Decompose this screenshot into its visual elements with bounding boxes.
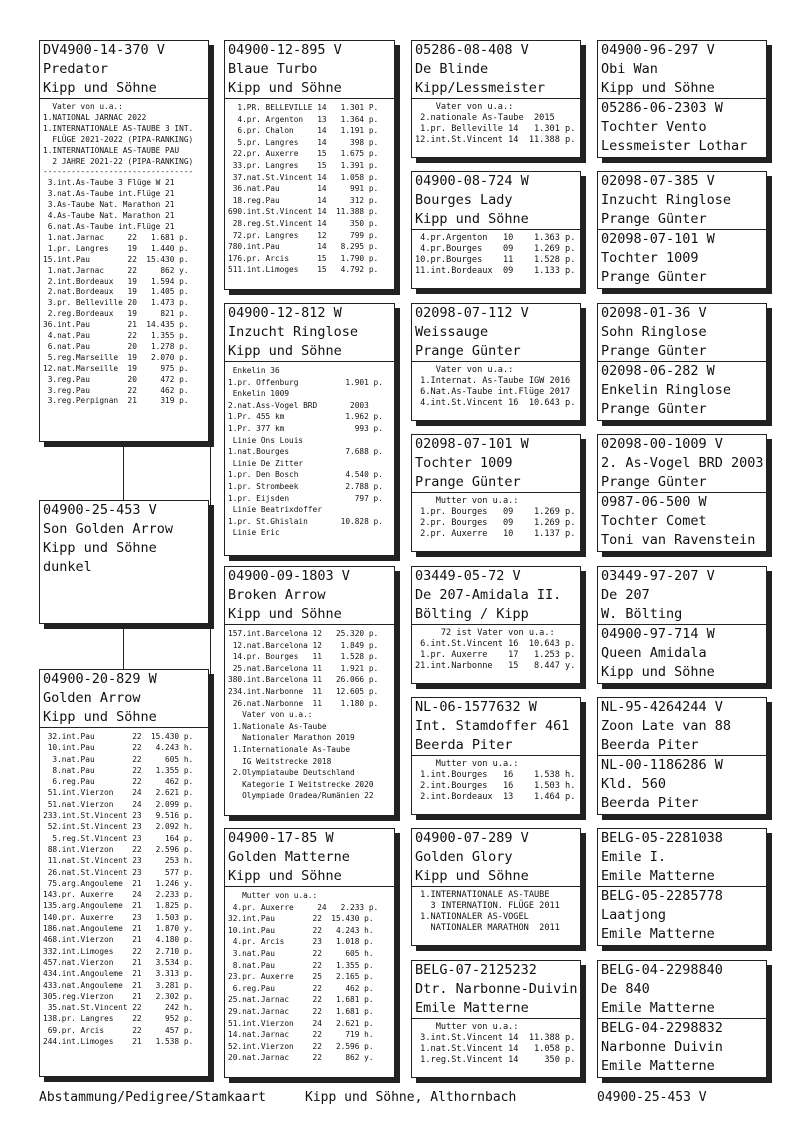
pigeon-name: Weissauge — [415, 324, 489, 340]
ring-number: NL-95-4264244 V — [601, 699, 723, 715]
breeder-name: Kipp und Söhne — [598, 79, 766, 99]
ring-number: 04900-96-297 V — [601, 42, 715, 58]
performance-record: 72 ist Vater von u.a.: 6.int.St.Vincent 16 10.643 p. 1.pr. Auxerre 17 1.253 p. 21.int.Narbonne 15 8.447 y. — [415, 628, 576, 672]
breeder-name: Kipp und Söhne — [43, 540, 157, 556]
pigeon-name: De 207-Amidala II. — [415, 587, 562, 603]
pigeon-name: Int. Stamdoffer 461 — [415, 718, 570, 734]
breeder-name: Prange Günter — [598, 210, 766, 230]
pigeon-name: Son Golden Arrow — [43, 521, 174, 537]
pedigree-card — [411, 303, 581, 421]
ring-number: 02098-07-112 V — [415, 305, 529, 321]
performance-record: Vater von u.a.: 2.nationale As-Taube 2015 1.pr. Belleville 14 1.301 p. 12.int.St.Vincent 14 11.388 p. — [415, 102, 576, 146]
pedigree-card — [224, 303, 395, 556]
breeder-name: Prange Günter — [598, 342, 766, 362]
pigeon-name: Tochter Comet — [601, 513, 707, 529]
breeder-name: Toni van Ravenstein — [601, 532, 756, 548]
performance-record: Mutter von u.a.: 3.int.St.Vincent 14 11.388 p. 1.nat.St.Vincent 14 1.058 p. 1.reg.St.Vincent 14 350 p. — [420, 1022, 576, 1066]
pigeon-name: Golden Arrow — [43, 690, 141, 706]
breeder-name: Kipp und Söhne — [412, 210, 580, 230]
ring-number: BELG-05-2285778 — [601, 888, 723, 904]
pedigree-card — [39, 669, 209, 1077]
breeder-name: Beerda Piter — [601, 795, 699, 811]
ring-number: 02098-07-385 V — [601, 173, 715, 189]
pigeon-name: Dtr. Narbonne-Duivin — [415, 981, 578, 997]
ring-number: 04900-12-895 V — [228, 42, 342, 58]
ring-number: 03449-97-207 V — [601, 568, 715, 584]
pigeon-name: Enkelin Ringlose — [601, 382, 732, 398]
pedigree-card — [224, 40, 395, 290]
performance-record: Vater von u.a.: 1.NATIONAL JARNAC 2022 1.INTERNATIONALE AS-TAUBE 3 INT. FLÜGE 2021-2022 (PIPA-RANKING) 1.INTERNATIONALE AS-TAUBE PAU 2 JAHRE 2021-22 (PIPA-RANKING) -------------------------------- 3.int.As-Taube 3 Flüge W 21 3.nat.As-Taube int.Flüge 21 3.As-Taube Nat. Marathon 21 4.As-Taube Nat. Marathon 21 6.nat.As-Taube int.Flüge 21 1.nat.Jarnac 22 1.681 p. 1.pr. Langres 19 1.440 p. 15.int.Pau 22 15.430 p. 1.nat.Jarnac 22 862 y. 2.int.Bordeaux 19 1.594 p. 2.nat.Bordeaux 19 1.405 p. 3.pr. Belleville 20 1.473 p. 2.reg.Bordeaux 19 821 p. 36.int.Pau 21 14.435 p. 4.nat.Pau 22 1.355 p. 6.nat.Pau 20 1.278 p. 5.reg.Marseille 19 2.070 p. 12.nat.Marseille 19 975 p. 3.reg.Pau 20 472 p. 3.reg.Pau 22 462 p. 3.reg.Perpignan 21 319 p. — [43, 102, 194, 406]
pedigree-pair-card — [597, 566, 767, 684]
ring-number: 04900-20-829 W — [43, 671, 157, 687]
breeder-name: Kipp und Söhne — [225, 867, 394, 887]
pedigree-card-subject — [39, 500, 209, 624]
performance-record: Mutter von u.a.: 1.pr. Bourges 09 1.269 p. 2.pr. Bourges 09 1.269 p. 2.pr. Auxerre 10 1.137 p. — [420, 496, 576, 540]
ring-number: 02098-01-36 V — [601, 305, 707, 321]
breeder-name: Emile Matterne — [598, 999, 766, 1019]
pigeon-name: 2. As-Vogel BRD 2003 — [601, 455, 764, 471]
pigeon-name: Tochter Vento — [601, 119, 707, 135]
ring-number: 04900-25-453 V — [43, 502, 157, 518]
pedigree-pair-card — [597, 171, 767, 289]
performance-record: Mutter von u.a.: 1.int.Bourges 16 1.538 h. 2.int.Bourges 16 1.503 h. 2.int.Bordeaux 13 1.464 p. — [420, 759, 576, 803]
pedigree-card — [224, 828, 395, 1078]
breeder-name: W. Bölting — [598, 605, 766, 625]
pigeon-name: Inzucht Ringlose — [228, 324, 359, 340]
pedigree-connector — [123, 624, 124, 669]
ring-number: 04900-12-812 W — [228, 305, 342, 321]
pedigree-card — [411, 566, 581, 684]
pedigree-card — [39, 40, 209, 442]
ring-number: NL-00-1186286 W — [601, 757, 723, 773]
ring-number: 04900-09-1803 V — [228, 568, 350, 584]
breeder-name: Prange Günter — [412, 342, 580, 362]
pigeon-name: De Blinde — [415, 61, 489, 77]
pigeon-name: Golden Glory — [415, 849, 513, 865]
pigeon-name: Bourges Lady — [415, 192, 513, 208]
breeder-name: Kipp und Söhne — [225, 342, 394, 362]
performance-record: Enkelin 36 1.pr. Offenburg 1.901 p. Enkelin 1009 2.nat.Ass-Vogel BRD 2003 1.Pr. 455 km 1.962 p. 1.Pr. 377 km 993 p. Linie Ons Louis 1.nat.Bourges 7.688 p. Linie De Zitter 1.pr. Den Bosch 4.540 p. 1.pr. Strombeek 2.788 p. 1.pr. Eijsden 797 p. Linie Beatrixdoffer 1.pr. St.Ghislain 10.828 p. Linie Eric — [228, 366, 383, 538]
pedigree-pair-card — [597, 960, 767, 1078]
pigeon-name: Queen Amidala — [601, 645, 707, 661]
ring-number: NL-06-1577632 W — [415, 699, 537, 715]
breeder-name: Emile Matterne — [601, 926, 715, 942]
footer-ring-number: 04900-25-453 V — [597, 1090, 707, 1105]
breeder-name: Beerda Piter — [412, 736, 580, 756]
breeder-name: Prange Günter — [598, 473, 766, 493]
pigeon-name: Tochter 1009 — [415, 455, 513, 471]
pigeon-name: Sohn Ringlose — [601, 324, 707, 340]
performance-record: 4.pr.Argenton 10 1.363 p. 4.pr.Bourges 09 1.269 p. 10.pr.Bourges 11 1.528 p. 11.int.Bordeaux 09 1.133 p. — [415, 233, 576, 277]
ring-number: 04900-97-714 W — [601, 626, 715, 642]
breeder-name: Kipp/Lessmeister — [412, 79, 580, 99]
ring-number: 05286-06-2303 W — [601, 100, 723, 116]
pedigree-card — [411, 434, 581, 552]
pedigree-card — [411, 697, 581, 815]
pigeon-name: Blaue Turbo — [228, 61, 318, 77]
pigeon-name: Zoon Late van 88 — [601, 718, 732, 734]
performance-record: 1.PR. BELLEVILLE 14 1.301 P. 4.pr. Argenton 13 1.364 p. 6.pr. Chalon 14 1.191 p. 5.pr. Langres 14 398 p. 22.pr. Auxerre 15 1.675 p. 33.pr. Langres 15 1.391 p. 37.nat.St.Vincent 14 1.058 p. 36.nat.Pau 14 991 p. 18.reg.Pau 14 312 p. 690.int.St.Vincent 14 11.388 p. 28.reg.St.Vincent 14 350 p. 72.pr. Langres 12 799 p. 780.int.Pau 14 8.295 p. 176.pr. Arcis 15 1.790 p. 511.int.Limoges 15 4.792 p. — [228, 103, 379, 275]
ring-number: 0987-06-500 W — [601, 494, 707, 510]
pedigree-card — [411, 40, 581, 158]
ring-number: BELG-07-2125232 — [415, 962, 537, 978]
pedigree-card — [411, 960, 581, 1078]
pedigree-pair-card — [597, 303, 767, 421]
pedigree-card — [224, 566, 395, 816]
ring-number: 04900-07-289 V — [415, 830, 529, 846]
ring-number: BELG-05-2281038 — [601, 830, 723, 846]
ring-number: 03449-05-72 V — [415, 568, 521, 584]
pedigree-pair-card — [597, 40, 767, 158]
breeder-name: Prange Günter — [601, 269, 707, 285]
breeder-name: Emile Matterne — [412, 999, 580, 1019]
ring-number: 04900-08-724 W — [415, 173, 529, 189]
breeder-name: Prange Günter — [412, 473, 580, 493]
ring-number: 02098-06-282 W — [601, 363, 715, 379]
breeder-name: Kipp und Söhne — [225, 79, 394, 99]
breeder-name: Kipp und Söhne — [40, 79, 208, 99]
pigeon-name: Emile I. — [601, 849, 667, 865]
pedigree-pair-card — [597, 697, 767, 815]
performance-record: 32.int.Pau 22 15.430 p. 10.int.Pau 22 4.243 h. 3.nat.Pau 22 605 h. 8.nat.Pau 22 1.355 p. 6.reg.Pau 22 462 p. 51.int.Vierzon 24 2.621 p. 51.nat.Vierzon 24 2.099 p. 233.int.St.Vincent 23 9.516 p. 52.int.St.Vincent 23 2.092 h. 5.reg.St.Vincent 23 164 p. 88.int.Vierzon 22 2.596 p. 11.nat.St.Vincent 23 253 h. 26.nat.St.Vincent 23 577 p. 75.arg.Angouleme 21 1.246 y. 143.pr. Auxerre 24 2.233 p. 135.arg.Angouleme 21 1.825 p. 140.pr. Auxerre 23 1.503 p. 186.nat.Angouleme 21 1.870 y. 468.int.Vierzon 21 4.180 p. 332.int.Limoges 22 2.710 p. 457.nat.Vierzon 21 3.534 p. 434.int.Angouleme 21 3.313 p. 433.nat.Angouleme 21 3.281 p. 305.reg.Vierzon 21 2.302 p. 35.nat.St.Vincent 22 242 h. 138.pr. Langres 22 952 p. 69.pr. Arcis 22 457 p. 244.int.Limoges 21 1.538 p. — [43, 732, 194, 1047]
breeder-name: Bölting / Kipp — [412, 605, 580, 625]
breeder-name: Prange Günter — [601, 401, 707, 417]
ring-number: 04900-17-85 W — [228, 830, 334, 846]
ring-number: BELG-04-2298840 — [601, 962, 723, 978]
pigeon-name: Laatjong — [601, 907, 667, 923]
ring-number: 02098-07-101 W — [415, 436, 529, 452]
pigeon-name: Predator — [43, 61, 109, 77]
pedigree-pair-card — [597, 434, 767, 552]
pigeon-name: Tochter 1009 — [601, 250, 699, 266]
ring-number: 02098-07-101 W — [601, 231, 715, 247]
pigeon-name: Obi Wan — [601, 61, 658, 77]
pedigree-connector — [123, 442, 124, 500]
pigeon-name: De 840 — [601, 981, 650, 997]
ring-number: 02098-00-1009 V — [601, 436, 723, 452]
breeder-name: Kipp und Söhne — [40, 708, 208, 728]
pigeon-name: Kld. 560 — [601, 776, 667, 792]
pigeon-name: Golden Matterne — [228, 849, 350, 865]
breeder-name: Kipp und Söhne — [412, 867, 580, 887]
footer-breeder: Kipp und Söhne, Althornbach — [305, 1090, 517, 1105]
pigeon-name: Inzucht Ringlose — [601, 192, 732, 208]
pigeon-name: Narbonne Duivin — [601, 1039, 723, 1055]
pigeon-name: Broken Arrow — [228, 587, 326, 603]
footer-title: Abstammung/Pedigree/Stamkaart — [39, 1090, 266, 1105]
ring-number: 05286-08-408 V — [415, 42, 529, 58]
performance-record: 1.INTERNATIONALE AS-TAUBE 3 INTERNATION. FLÜGE 2011 1.NATIONALER AS-VOGEL NATIONALER MARATHON 2011 — [420, 890, 560, 934]
breeder-name: Lessmeister Lothar — [601, 138, 748, 154]
pedigree-card — [411, 828, 581, 946]
color-note: dunkel — [43, 559, 92, 575]
breeder-name: Emile Matterne — [601, 1058, 715, 1074]
pedigree-connector — [210, 80, 211, 1060]
breeder-name: Beerda Piter — [598, 736, 766, 756]
performance-record: Mutter von u.a.: 4.pr. Auxerre 24 2.233 p. 32.int.Pau 22 15.430 p. 10.int.Pau 22 4.243 h. 4.pr. Arcis 23 1.018 p. 3.nat.Pau 22 605 h. 8.nat.Pau 22 1.355 p. 23.pr. Auxerre 25 2.165 p. 6.reg.Pau 22 462 p. 25.nat.Jarnac 22 1.681 p. 29.nat.Jarnac 22 1.681 p. 51.int.Vierzon 24 2.621 p. 14.nat.Jarnac 22 719 h. 52.int.Vierzon 22 2.596 p. 20.nat.Jarnac 22 862 y. — [228, 891, 379, 1063]
breeder-name: Kipp und Söhne — [225, 605, 394, 625]
breeder-name: Kipp und Söhne — [601, 664, 715, 680]
performance-record: Vater von u.a.: 1.Internat. As-Taube IGW 2016 6.Nat.As-Taube int.Flüge 2017 4.int.St.Vincent 16 10.643 p. — [420, 365, 576, 409]
pedigree-pair-card — [597, 828, 767, 946]
pigeon-name: De 207 — [601, 587, 650, 603]
ring-number: BELG-04-2298832 — [601, 1020, 723, 1036]
ring-number: DV4900-14-370 V — [43, 42, 165, 58]
breeder-name: Emile Matterne — [598, 867, 766, 887]
performance-record: 157.int.Barcelona 12 25.320 p. 12.nat.Barcelona 12 1.849 p. 14.pr. Bourges 11 1.528 p. 25.nat.Barcelona 11 1.921 p. 380.int.Barcelona 11 26.066 p. 234.int.Narbonne 11 12.605 p. 26.nat.Narbonne 11 1.180 p. Vater von u.a.: 1.Nationale As-Taube Nationaler Marathon 2019 1.Internationale As-Taube IG Weitstrecke 2018 2.Olympiataube Deutschland Kategorie I Weitstrecke 2020 Olympiade Oradea/Rumänien 22 — [228, 629, 379, 801]
pedigree-card — [411, 171, 581, 289]
